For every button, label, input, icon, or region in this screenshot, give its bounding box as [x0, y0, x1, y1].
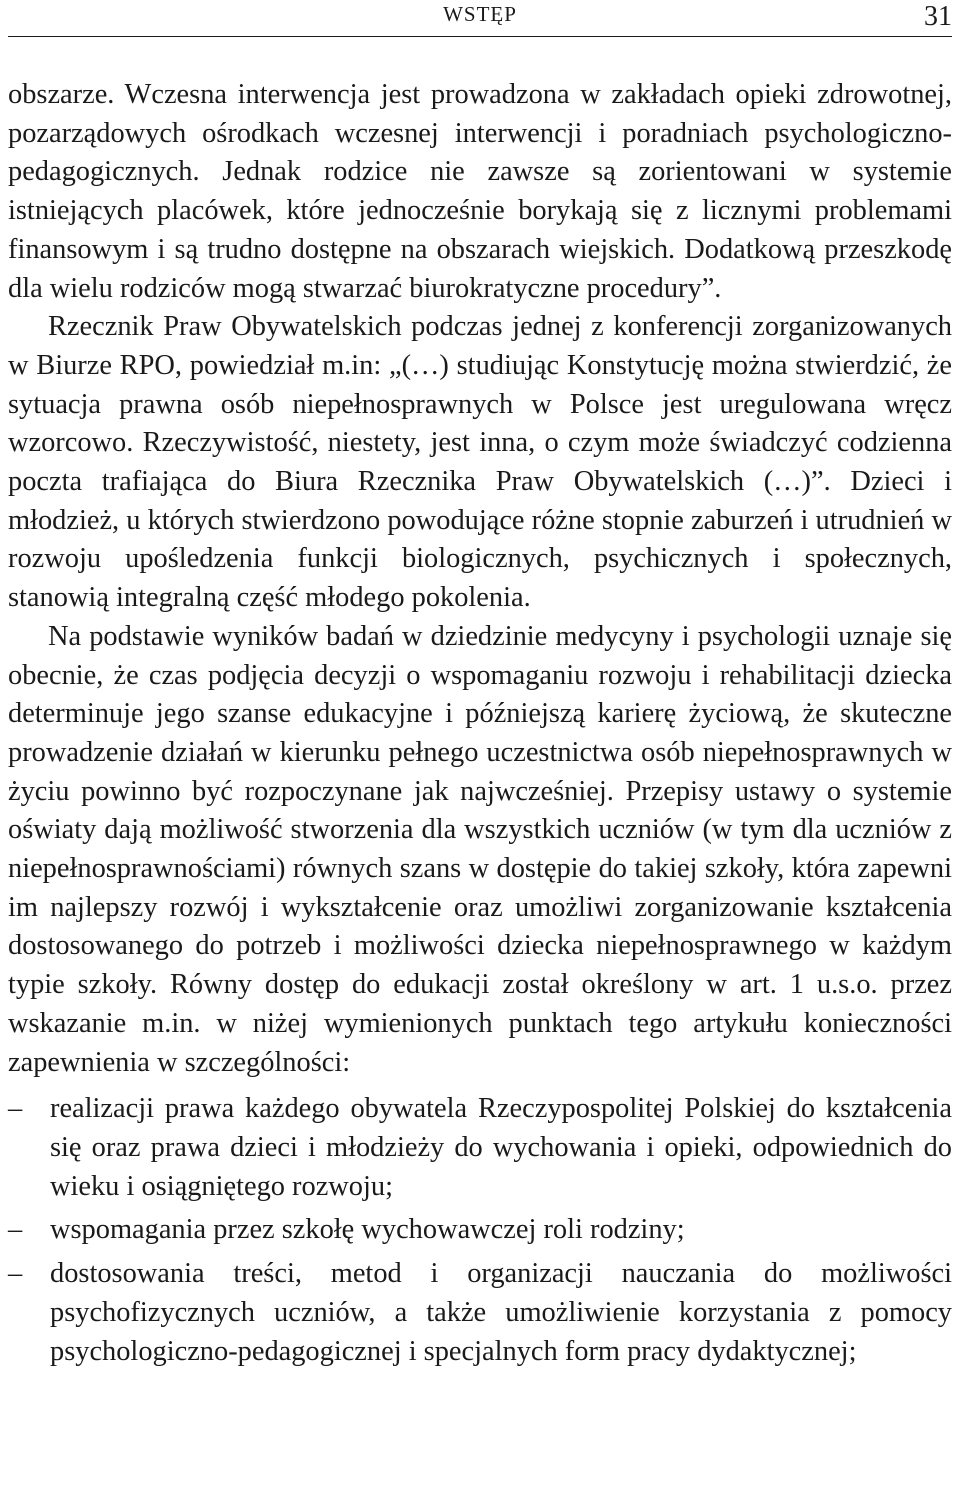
- body-text: [8, 76, 952, 1376]
- list-item-text: wspomagania przez szkołę wychowawczej roli rodziny;: [50, 1214, 685, 1246]
- list-item-text: dostosowania treści, metod i organizacji nauczania do możliwości psychofizycznych uczniów, a także umożliwienie korzystania z pomocy psychologiczno-pedagogicznej i specjalnych form pracy dydaktycznej;: [50, 1258, 952, 1367]
- dash-bullet: –: [8, 1214, 23, 1246]
- dash-bullet: –: [8, 1258, 23, 1290]
- paragraph-ombudsman: Rzecznik Praw Obywatelskich podczas jednej z konferencji zorganizowanych w Biurze RPO, powiedział m.in: „(…) studiując Konstytucję można stwierdzić, że sytuacja prawna osób niepełnosprawnych w Polsce jest uregulowana wręcz wzorcowo. Rzeczywistość, niestety, jest inna, o czym może świadczyć codzienna poczta trafiająca do Biura Rzecznika Praw Obywatelskich (…)”. Dzieci i młodzież, u których stwierdzono powodujące różne stopnie zaburzeń i utrudnień w rozwoju upośledzenia funkcji biologicznych, psychicznych i społecznych, stanowią integralną część młodego pokolenia.: [8, 311, 952, 614]
- dash-bullet: –: [8, 1093, 23, 1125]
- list-item: [8, 1090, 952, 1206]
- paragraph-continued: obszarze. Wczesna interwencja jest prowadzona w zakładach opieki zdrowotnej, pozarządowych ośrodkach wczesnej interwencji i poradniach psychologiczno-pedagogicznych. Jednak rodzice nie zawsze są zorientowani w systemie istniejących placówek, które jednocześnie borykają się z licznymi problemami finansowym i są trudno dostępne na obszarach wiejskich. Dodatkową przeszkodę dla wielu rodziców mogą stwarzać biurokratyczne procedury”.: [8, 79, 952, 304]
- paragraph-research: Na podstawie wyników badań w dziedzinie medycyny i psychologii uznaje się obecnie, że czas podjęcia decyzji o wspomaganiu rozwoju i rehabilitacji dziecka determinuje jego szanse edukacyjne i późniejszą karierę życiową, że skuteczne prowadzenie działań w kierunku pełnego uczestnictwa osób niepełnosprawnych w życiu powinno być rozpoczynane jak najwcześniej. Przepisy ustawy o systemie oświaty dają możliwość stworzenia dla wszystkich uczniów (w tym dla uczniów z niepełnosprawnościami) równych szans w dostępie do takiej szkoły, która zapewni im najlepszy rozwój i wykształcenie oraz umożliwi zorganizowanie kształcenia dostosowanego do potrzeb i możliwości dziecka niepełnosprawnego w każdym typie szkoły. Równy dostęp do edukacji został określony w art. 1 u.s.o. przez wskazanie m.in. w niżej wymienionych punktach tego artykułu konieczności zapewnienia w szczególności:: [8, 620, 952, 1078]
- list-item-text: realizacji prawa każdego obywatela Rzeczypospolitej Polskiej do kształcenia się oraz prawa dzieci i młodzieży do wychowania i opieki, odpowiednich do wieku i osiągniętego rozwoju;: [50, 1093, 952, 1202]
- chapter-title: WSTĘP: [443, 2, 517, 26]
- page-number: 31: [924, 1, 952, 32]
- list-item: [8, 1255, 952, 1371]
- list-item: [8, 1211, 952, 1250]
- running-header: [8, 0, 952, 37]
- requirements-list: [8, 1090, 952, 1371]
